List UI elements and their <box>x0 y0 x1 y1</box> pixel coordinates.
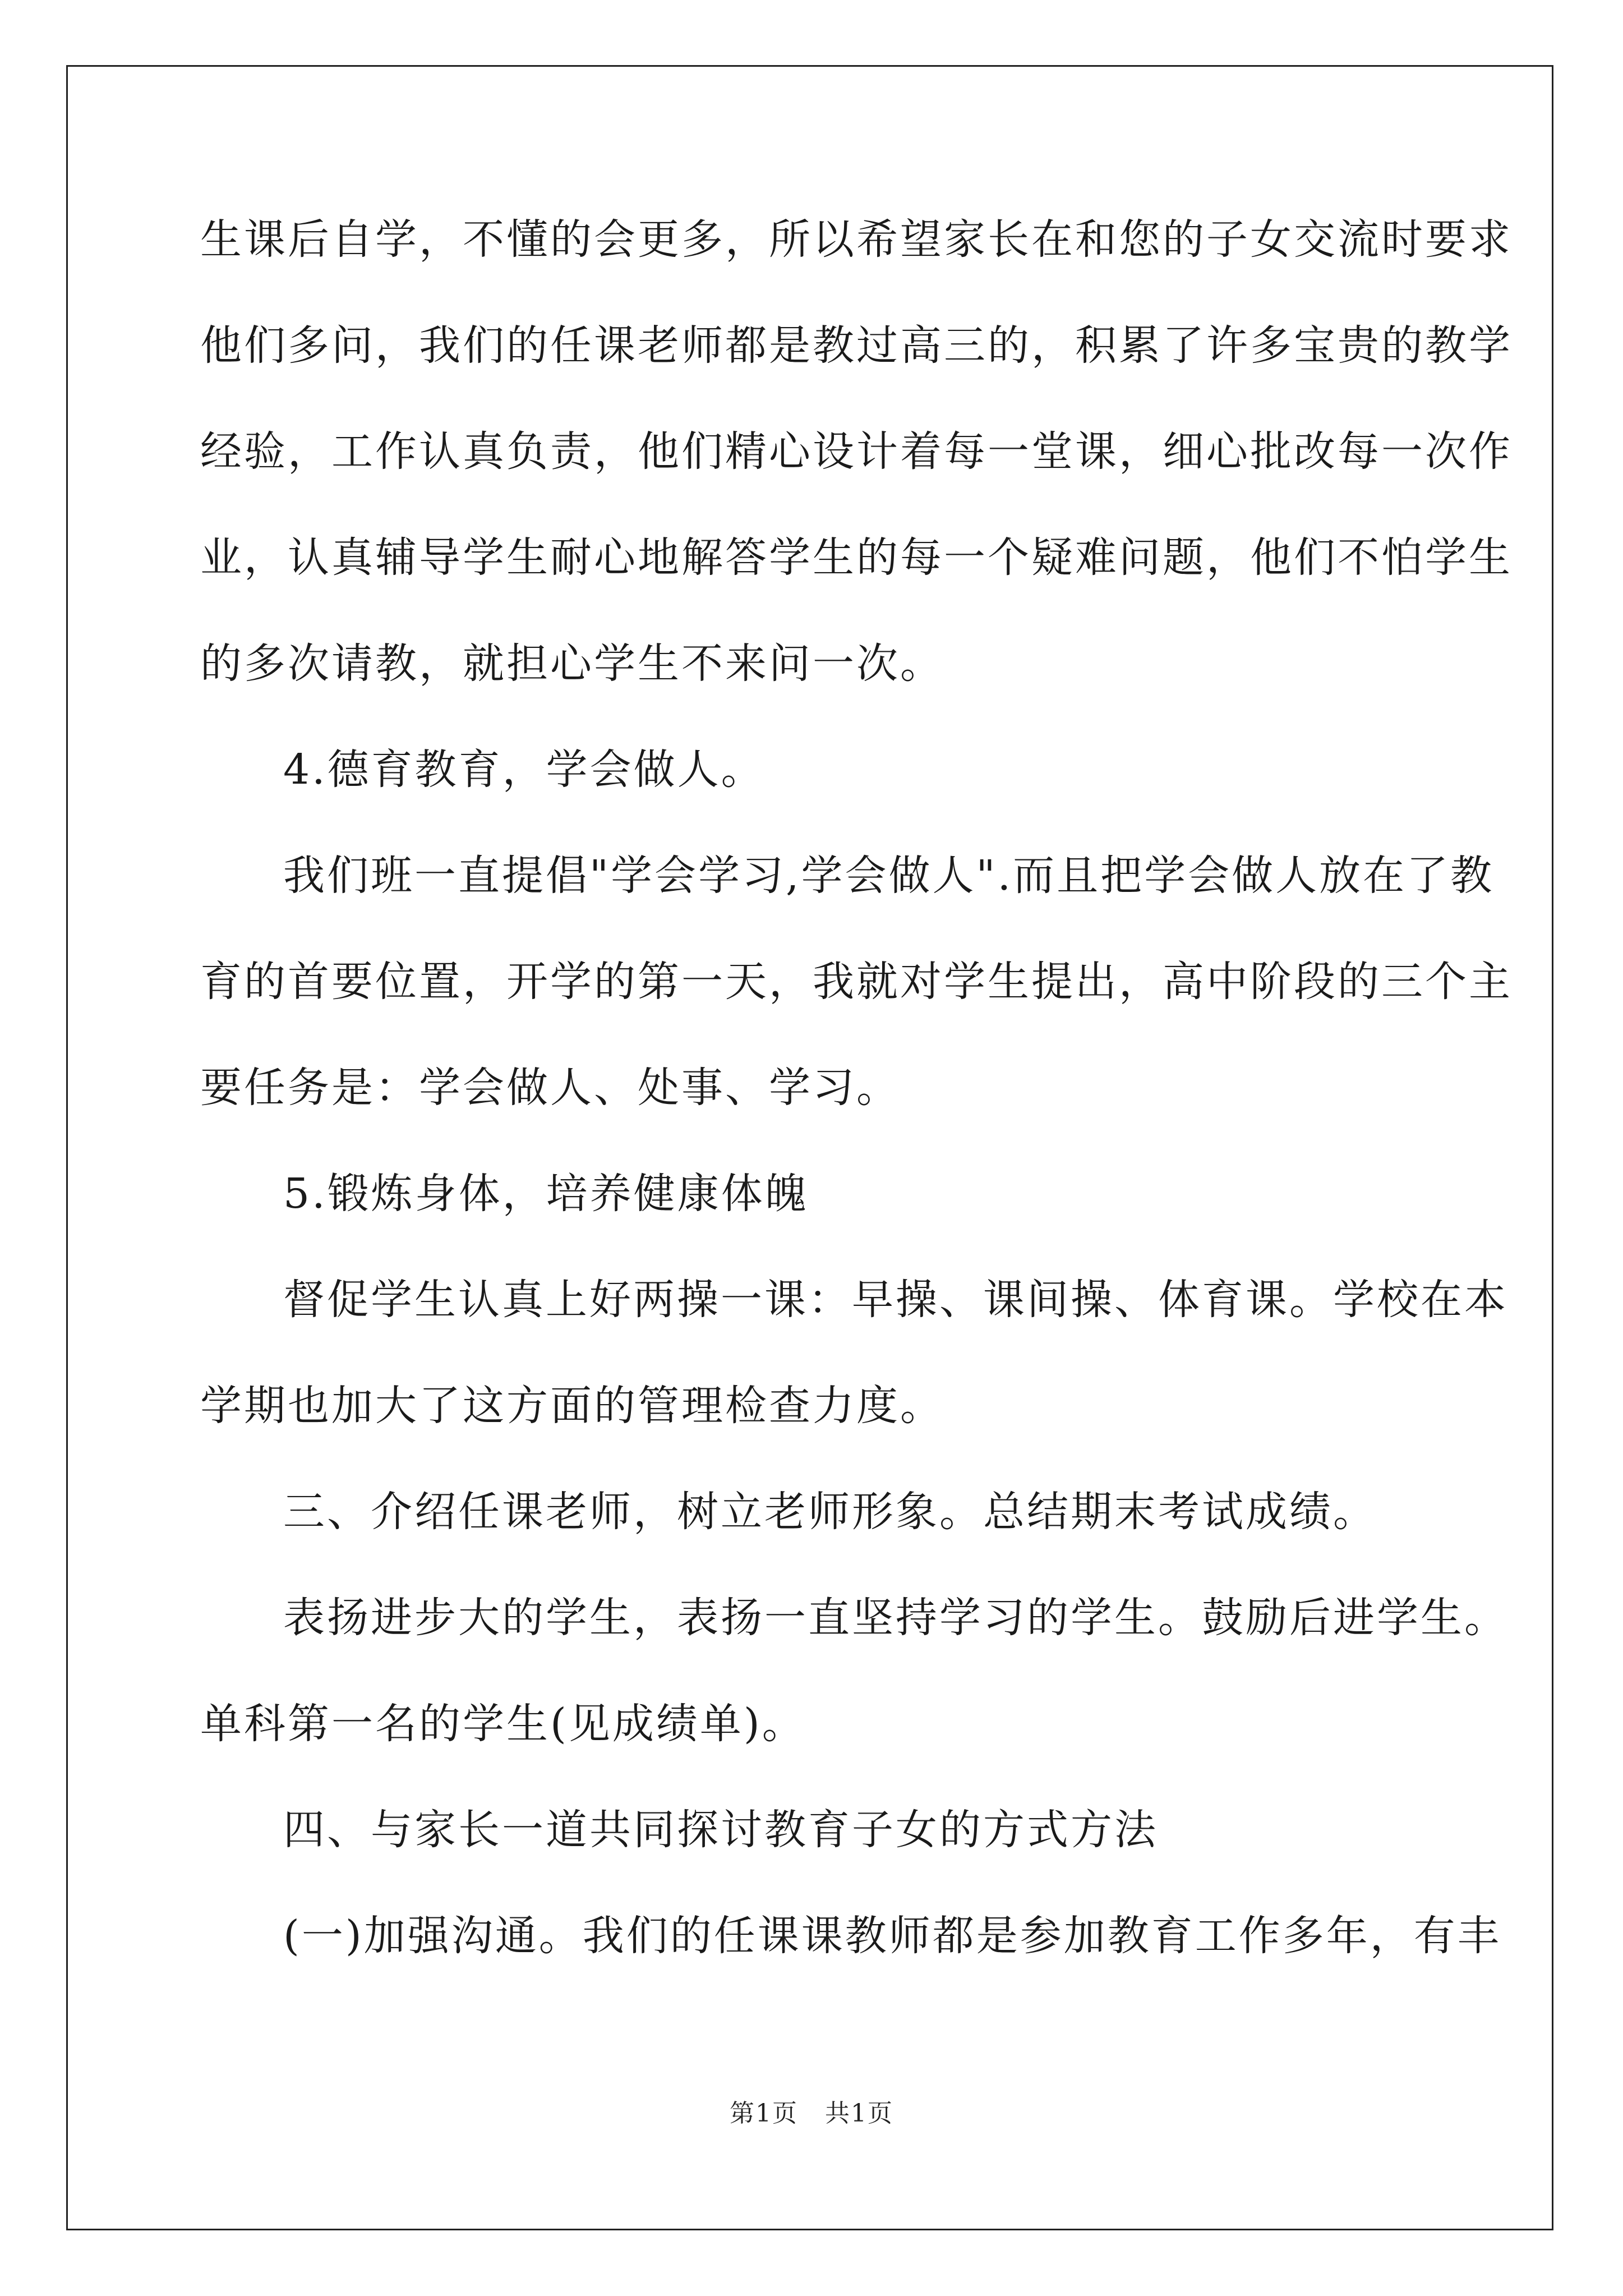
text-line: 育的首要位置，开学的第一天，我就对学生提出，高中阶段的三个主 <box>200 958 1513 1006</box>
text-line: 生课后自学，不懂的会更多，所以希望家长在和您的子女交流时要求 <box>200 215 1513 264</box>
text-line: 学期也加大了这方面的管理检查力度。 <box>200 1382 944 1430</box>
text-line: 督促学生认真上好两操一课：早操、课间操、体育课。学校在本 <box>283 1276 1508 1324</box>
text-line: 单科第一名的学生(见成绩单)。 <box>200 1700 806 1748</box>
text-line: 表扬进步大的学生，表扬一直坚持学习的学生。鼓励后进学生。 <box>283 1594 1508 1642</box>
text-line: (一)加强沟通。我们的任课课教师都是参加教育工作多年，有丰 <box>283 1912 1501 1960</box>
section-heading: 4.德育教育，学会做人。 <box>283 746 765 794</box>
text-line: 我们班一直提倡"学会学习,学会做人".而且把学会做人放在了教 <box>283 852 1495 900</box>
text-line: 他们多问，我们的任课老师都是教过高三的，积累了许多宝贵的教学 <box>200 321 1513 370</box>
text-line: 业，认真辅导学生耐心地解答学生的每一个疑难问题，他们不怕学生 <box>200 533 1513 582</box>
text-line: 要任务是：学会做人、处事、学习。 <box>200 1064 900 1112</box>
section-heading: 三、介绍任课老师，树立老师形象。总结期末考试成绩。 <box>283 1488 1377 1536</box>
text-line: 经验，工作认真负责，他们精心设计着每一堂课，细心批改每一次作 <box>200 427 1513 476</box>
page-total: 共1页 <box>825 2099 893 2128</box>
text-line: 的多次请教，就担心学生不来问一次。 <box>200 639 944 688</box>
section-heading: 四、与家长一道共同探讨教育子女的方式方法 <box>283 1806 1158 1854</box>
page-number: 第1页 <box>730 2099 798 2128</box>
page-footer <box>0 2097 1623 2131</box>
section-heading: 5.锻炼身体，培养健康体魄 <box>283 1170 809 1218</box>
